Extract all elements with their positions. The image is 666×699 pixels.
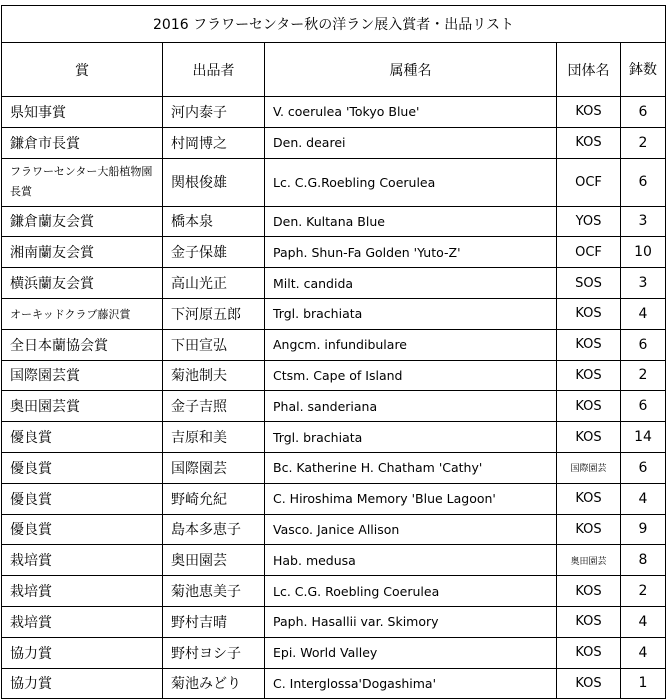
group-cell: OCF [557,237,621,268]
species-cell: Paph. Shun-Fa Golden 'Yuto-Z' [265,237,557,268]
header-award: 賞 [2,43,163,97]
group-cell: 国際園芸 [557,452,621,483]
award-cell: 協力賞 [2,637,163,668]
group-cell: KOS [557,637,621,668]
table-row [2,545,666,576]
group-cell: YOS [557,206,621,237]
table-row [2,97,666,128]
award-cell: 奥田園芸賞 [2,391,163,422]
table-row [2,127,666,158]
count-cell: 2 [621,127,666,158]
award-cell: 全日本蘭協会賞 [2,329,163,360]
group-cell: KOS [557,514,621,545]
exhibitor-cell: 橋本泉 [163,206,265,237]
count-cell: 3 [621,206,666,237]
table-row [2,452,666,483]
count-cell: 14 [621,422,666,453]
count-cell: 6 [621,97,666,128]
species-cell: Vasco. Janice Allison [265,514,557,545]
table-row [2,298,666,329]
group-cell: KOS [557,606,621,637]
species-cell: Angcm. infundibulare [265,329,557,360]
count-cell: 6 [621,329,666,360]
award-cell: 湘南蘭友会賞 [2,237,163,268]
group-cell: KOS [557,483,621,514]
species-cell: Hab. medusa [265,545,557,576]
exhibitor-cell: 関根俊雄 [163,158,265,206]
exhibitor-cell: 野崎允紀 [163,483,265,514]
species-cell: C. Hiroshima Memory 'Blue Lagoon' [265,483,557,514]
table-row [2,637,666,668]
exhibitor-cell: 吉原和美 [163,422,265,453]
count-cell: 4 [621,483,666,514]
count-cell: 3 [621,268,666,299]
count-cell: 4 [621,606,666,637]
table-row [2,158,666,206]
header-exhibitor: 出品者 [163,43,265,97]
exhibitor-cell: 野村吉晴 [163,606,265,637]
count-cell: 6 [621,452,666,483]
species-cell: Paph. Hasallii var. Skimory [265,606,557,637]
count-cell: 6 [621,391,666,422]
award-cell: 栽培賞 [2,545,163,576]
exhibitor-cell: 村岡博之 [163,127,265,158]
exhibitor-cell: 菊池制夫 [163,360,265,391]
species-cell: Den. Kultana Blue [265,206,557,237]
exhibitor-cell: 金子保雄 [163,237,265,268]
species-cell: Ctsm. Cape of Island [265,360,557,391]
exhibitor-cell: 奥田園芸 [163,545,265,576]
group-cell: KOS [557,391,621,422]
header-species: 属種名 [265,43,557,97]
table-row [2,391,666,422]
award-cell: 栽培賞 [2,606,163,637]
species-cell: Trgl. brachiata [265,298,557,329]
award-cell: 優良賞 [2,514,163,545]
species-cell: Lc. C.G.Roebling Coerulea [265,158,557,206]
award-cell: 鎌倉蘭友会賞 [2,206,163,237]
group-cell: OCF [557,158,621,206]
award-cell: 国際園芸賞 [2,360,163,391]
table-row [2,606,666,637]
table-row [2,668,666,699]
table-row [2,422,666,453]
exhibitor-cell: 金子吉照 [163,391,265,422]
header-count: 鉢数 [621,43,666,97]
count-cell: 6 [621,158,666,206]
count-cell: 1 [621,668,666,699]
exhibitor-cell: 下河原五郎 [163,298,265,329]
exhibitor-cell: 国際園芸 [163,452,265,483]
group-cell: KOS [557,97,621,128]
award-cell: 栽培賞 [2,576,163,607]
count-cell: 9 [621,514,666,545]
species-cell: V. coerulea 'Tokyo Blue' [265,97,557,128]
award-cell: 優良賞 [2,422,163,453]
award-cell: 鎌倉市長賞 [2,127,163,158]
awards-table [1,5,666,699]
exhibitor-cell: 野村ヨシ子 [163,637,265,668]
exhibitor-cell: 島本多恵子 [163,514,265,545]
group-cell: KOS [557,298,621,329]
count-cell: 2 [621,360,666,391]
group-cell: KOS [557,668,621,699]
group-cell: KOS [557,127,621,158]
exhibitor-cell: 菊池みどり [163,668,265,699]
table-row [2,576,666,607]
group-cell: KOS [557,360,621,391]
table-row [2,268,666,299]
count-cell: 4 [621,637,666,668]
exhibitor-cell: 下田宣弘 [163,329,265,360]
count-cell: 8 [621,545,666,576]
award-cell: 横浜蘭友会賞 [2,268,163,299]
exhibitor-cell: 菊池恵美子 [163,576,265,607]
group-cell: KOS [557,329,621,360]
award-cell: 優良賞 [2,452,163,483]
species-cell: Trgl. brachiata [265,422,557,453]
species-cell: C. Interglossa'Dogashima' [265,668,557,699]
group-cell: 奥田園芸 [557,545,621,576]
table-row [2,514,666,545]
species-cell: Milt. candida [265,268,557,299]
group-cell: KOS [557,576,621,607]
table-row [2,237,666,268]
award-cell: フラワーセンター大船植物園長賞 [2,158,163,206]
award-cell: 協力賞 [2,668,163,699]
group-cell: KOS [557,422,621,453]
species-cell: Phal. sanderiana [265,391,557,422]
header-group: 団体名 [557,43,621,97]
table-row [2,360,666,391]
table-row [2,206,666,237]
species-cell: Den. dearei [265,127,557,158]
count-cell: 10 [621,237,666,268]
table-title: 2016 フラワーセンター秋の洋ラン展入賞者・出品リスト [2,6,666,43]
award-cell: 県知事賞 [2,97,163,128]
exhibitor-cell: 高山光正 [163,268,265,299]
species-cell: Lc. C.G. Roebling Coerulea [265,576,557,607]
table-row [2,483,666,514]
count-cell: 4 [621,298,666,329]
species-cell: Epi. World Valley [265,637,557,668]
award-cell: オーキッドクラブ藤沢賞 [2,298,163,329]
table-row [2,329,666,360]
count-cell: 2 [621,576,666,607]
award-cell: 優良賞 [2,483,163,514]
group-cell: SOS [557,268,621,299]
exhibitor-cell: 河内泰子 [163,97,265,128]
species-cell: Bc. Katherine H. Chatham 'Cathy' [265,452,557,483]
